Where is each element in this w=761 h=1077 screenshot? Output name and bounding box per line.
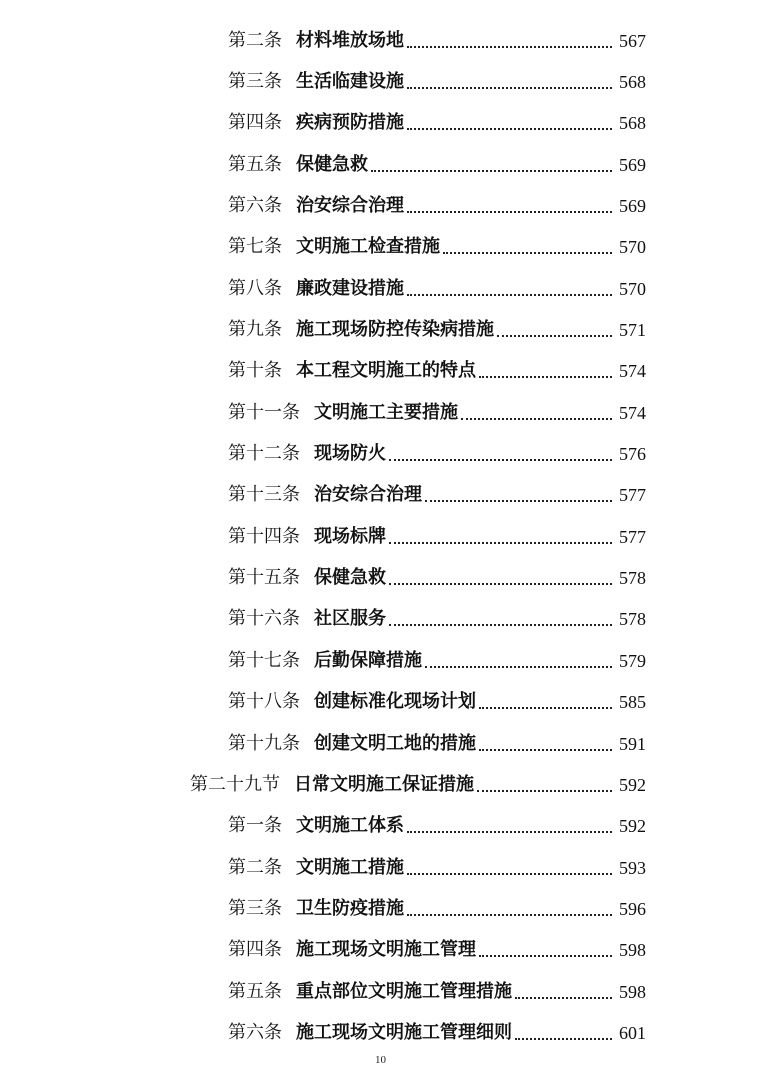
dot-leader — [497, 335, 612, 337]
toc-entry-page: 567 — [619, 30, 646, 51]
toc-entry-page: 569 — [619, 196, 646, 217]
toc-entry-title: 材料堆放场地 — [296, 29, 404, 51]
toc-entry-page: 576 — [619, 444, 646, 465]
toc-entry-number: 第四条 — [228, 939, 282, 961]
toc-entry-page: 570 — [619, 237, 646, 258]
dot-leader — [479, 955, 612, 957]
toc-entry-number: 第一条 — [228, 815, 282, 837]
toc-entry[interactable] — [0, 847, 761, 888]
toc-entry-page: 585 — [619, 692, 646, 713]
toc-entry-title: 治安综合治理 — [314, 484, 422, 506]
toc-entry-title: 保健急救 — [314, 567, 386, 589]
dot-leader — [407, 87, 612, 89]
toc-entry-number: 第十六条 — [228, 608, 300, 630]
toc-entry-number: 第十二条 — [228, 443, 300, 465]
toc-entry-number: 第二条 — [228, 856, 282, 878]
toc-entry-number: 第七条 — [228, 236, 282, 258]
dot-leader — [425, 666, 612, 668]
toc-entry[interactable] — [0, 433, 761, 474]
toc-entry-page: 593 — [619, 857, 646, 878]
dot-leader — [425, 500, 612, 502]
toc-entry-page: 598 — [619, 940, 646, 961]
toc-entry[interactable] — [0, 1012, 761, 1053]
toc-entry-page: 577 — [619, 526, 646, 547]
toc-entry-number: 第六条 — [228, 195, 282, 217]
toc-entry[interactable] — [0, 103, 761, 144]
dot-leader — [407, 46, 612, 48]
dot-leader — [389, 583, 612, 585]
toc-entry-page: 592 — [619, 816, 646, 837]
page-number-footer: 10 — [375, 1054, 386, 1066]
toc-entry-title: 现场防火 — [314, 443, 386, 465]
toc-entry-page: 578 — [619, 609, 646, 630]
toc-entry[interactable] — [0, 20, 761, 61]
table-of-contents — [0, 20, 761, 1054]
toc-entry-number: 第三条 — [228, 71, 282, 93]
toc-entry-page: 591 — [619, 733, 646, 754]
toc-entry[interactable] — [0, 723, 761, 764]
toc-entry-page: 568 — [619, 113, 646, 134]
dot-leader — [407, 294, 612, 296]
toc-entry-page: 592 — [619, 774, 646, 795]
toc-entry-number: 第十七条 — [228, 649, 300, 671]
dot-leader — [407, 914, 612, 916]
toc-entry-number: 第十一条 — [228, 401, 300, 423]
dot-leader — [371, 170, 612, 172]
dot-leader — [407, 211, 612, 213]
toc-entry-title: 现场标牌 — [314, 525, 386, 547]
toc-entry-title: 生活临建设施 — [296, 71, 404, 93]
toc-entry[interactable] — [0, 806, 761, 847]
toc-entry-number: 第九条 — [228, 319, 282, 341]
toc-entry[interactable] — [0, 227, 761, 268]
dot-leader — [515, 997, 612, 999]
toc-section-entry[interactable] — [0, 764, 761, 805]
dot-leader — [389, 542, 612, 544]
toc-entry-page: 568 — [619, 72, 646, 93]
toc-entry-page: 578 — [619, 568, 646, 589]
dot-leader — [407, 128, 612, 130]
dot-leader — [443, 252, 612, 254]
dot-leader — [389, 459, 612, 461]
dot-leader — [407, 831, 612, 833]
toc-entry-page: 570 — [619, 278, 646, 299]
dot-leader — [479, 707, 612, 709]
toc-entry[interactable] — [0, 61, 761, 102]
toc-entry-number: 第十条 — [228, 360, 282, 382]
toc-entry[interactable] — [0, 309, 761, 350]
toc-entry-page: 598 — [619, 981, 646, 1002]
toc-entry-title: 社区服务 — [314, 608, 386, 630]
dot-leader — [479, 376, 612, 378]
toc-entry-title: 治安综合治理 — [296, 195, 404, 217]
toc-entry-page: 569 — [619, 154, 646, 175]
toc-entry-page: 577 — [619, 485, 646, 506]
toc-entry-number: 第十九条 — [228, 732, 300, 754]
toc-entry-title: 卫生防疫措施 — [296, 897, 404, 919]
toc-entry-title: 重点部位文明施工管理措施 — [296, 980, 512, 1002]
dot-leader — [477, 790, 612, 792]
toc-entry-number: 第二十九节 — [190, 773, 280, 795]
toc-entry-number: 第五条 — [228, 153, 282, 175]
toc-entry[interactable] — [0, 268, 761, 309]
toc-entry-number: 第十八条 — [228, 691, 300, 713]
toc-entry[interactable] — [0, 351, 761, 392]
toc-entry-title: 创建文明工地的措施 — [314, 732, 476, 754]
toc-entry[interactable] — [0, 640, 761, 681]
toc-entry[interactable] — [0, 185, 761, 226]
toc-entry-page: 579 — [619, 650, 646, 671]
toc-entry-title: 廉政建设措施 — [296, 277, 404, 299]
toc-entry-number: 第十五条 — [228, 567, 300, 589]
toc-entry-title: 创建标准化现场计划 — [314, 691, 476, 713]
toc-entry[interactable] — [0, 475, 761, 516]
toc-entry-number: 第六条 — [228, 1021, 282, 1043]
toc-entry-number: 第十三条 — [228, 484, 300, 506]
dot-leader — [461, 418, 612, 420]
toc-entry-number: 第四条 — [228, 112, 282, 134]
toc-entry-page: 574 — [619, 402, 646, 423]
toc-entry[interactable] — [0, 971, 761, 1012]
toc-entry-title: 文明施工检查措施 — [296, 236, 440, 258]
dot-leader — [479, 749, 612, 751]
toc-entry[interactable] — [0, 888, 761, 929]
toc-entry[interactable] — [0, 516, 761, 557]
toc-entry-title: 疾病预防措施 — [296, 112, 404, 134]
toc-entry-page: 596 — [619, 898, 646, 919]
dot-leader — [515, 1038, 612, 1040]
toc-entry-number: 第十四条 — [228, 525, 300, 547]
toc-entry-title: 文明施工措施 — [296, 856, 404, 878]
dot-leader — [389, 624, 612, 626]
toc-entry[interactable] — [0, 930, 761, 971]
toc-entry-title: 施工现场文明施工管理 — [296, 939, 476, 961]
toc-entry[interactable] — [0, 682, 761, 723]
toc-entry-number: 第三条 — [228, 897, 282, 919]
toc-entry-title: 日常文明施工保证措施 — [294, 773, 474, 795]
toc-entry[interactable] — [0, 557, 761, 598]
toc-entry-title: 文明施工体系 — [296, 815, 404, 837]
dot-leader — [407, 873, 612, 875]
toc-entry-number: 第八条 — [228, 277, 282, 299]
toc-entry-number: 第二条 — [228, 29, 282, 51]
toc-entry-title: 施工现场文明施工管理细则 — [296, 1021, 512, 1043]
toc-entry[interactable] — [0, 599, 761, 640]
toc-entry-page: 571 — [619, 320, 646, 341]
toc-entry-title: 文明施工主要措施 — [314, 401, 458, 423]
toc-entry[interactable] — [0, 392, 761, 433]
toc-entry-title: 保健急救 — [296, 153, 368, 175]
toc-entry-title: 本工程文明施工的特点 — [296, 360, 476, 382]
toc-entry-title: 施工现场防控传染病措施 — [296, 319, 494, 341]
toc-entry-number: 第五条 — [228, 980, 282, 1002]
toc-entry-title: 后勤保障措施 — [314, 649, 422, 671]
toc-entry-page: 601 — [619, 1022, 646, 1043]
toc-entry-page: 574 — [619, 361, 646, 382]
toc-entry[interactable] — [0, 144, 761, 185]
